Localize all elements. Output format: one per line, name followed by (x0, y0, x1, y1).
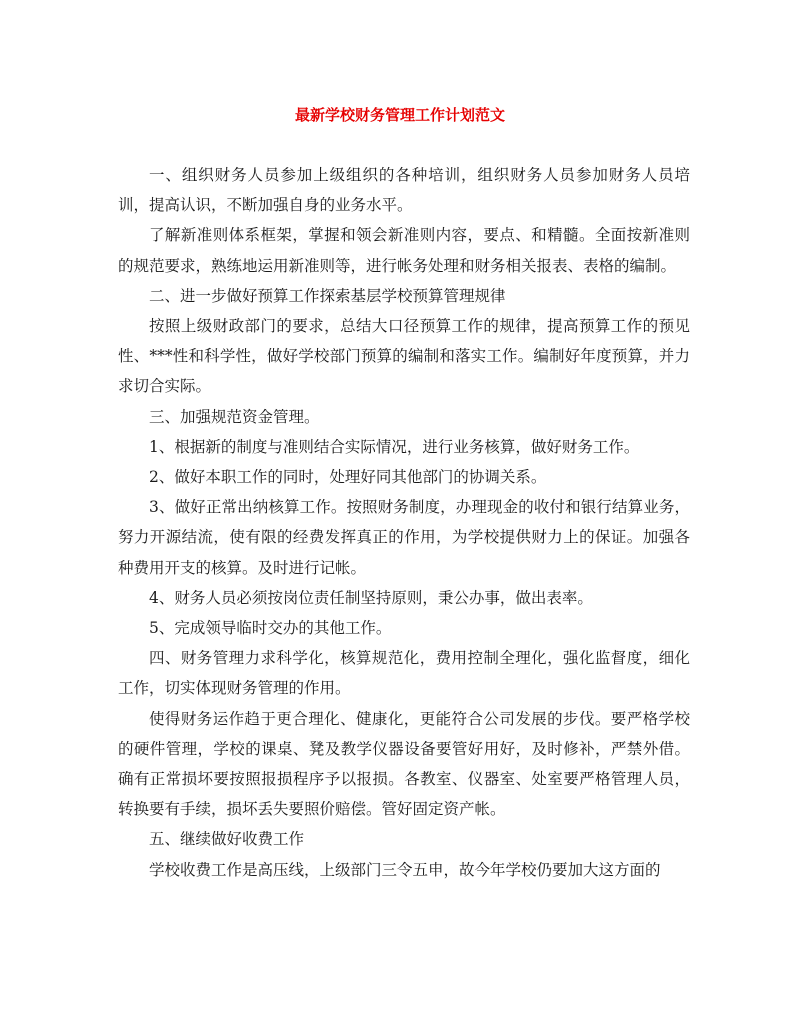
paragraph: 五、继续做好收费工作 (149, 830, 305, 849)
paragraph: 二、进一步做好预算工作探索基层学校预算管理规律 (149, 286, 506, 305)
paragraph: 5、完成领导临时交办的其他工作。 (149, 619, 392, 638)
paragraph: 四、财务管理力求科学化，核算规范化，费用控制全理化，强化监督度，细化工作，切实体现财务管理的作用。 (118, 649, 690, 698)
document-body (118, 160, 690, 885)
paragraph: 3、做好正常出纳核算工作。按照财务制度，办理现金的收付和银行结算业务，努力开源结流，使有限的经费发挥真正的作用，为学校提供财力上的保证。加强各种费用开支的核算。及时进行记帐。 (118, 498, 690, 577)
paragraph: 三、加强规范资金管理。 (149, 407, 320, 426)
paragraph: 按照上级财政部门的要求，总结大口径预算工作的规律，提高预算工作的预见性、***性和科学性，做好学校部门预算的编制和落实工作。编制好年度预算，并力求切合实际。 (118, 317, 690, 396)
paragraph: 2、做好本职工作的同时，处理好同其他部门的协调关系。 (149, 468, 547, 487)
paragraph: 了解新准则体系框架，掌握和领会新准则内容，要点、和精髓。全面按新准则的规范要求，熟练地运用新准则等，进行帐务处理和财务相关报表、表格的编制。 (118, 226, 690, 275)
paragraph: 一、组织财务人员参加上级组织的各种培训，组织财务人员参加财务人员培训，提高认识，不断加强自身的业务水平。 (118, 166, 690, 215)
paragraph: 使得财务运作趋于更合理化、健康化，更能符合公司发展的步伐。要严格学校的硬件管理，学校的课桌、凳及教学仪器设备要管好用好，及时修补，严禁外借。确有正常损坏要按照报损程序予以报损。各教室、仪器室、处室要严格管理人员，转换要有手续，损坏丢失要照价赔偿。管好固定资产帐。 (118, 709, 690, 819)
paragraph: 1、根据新的制度与准则结合实际情况，进行业务核算，做好财务工作。 (149, 437, 640, 456)
paragraph: 4、财务人员必须按岗位责任制坚持原则，秉公办事，做出表率。 (149, 588, 593, 607)
paragraph: 学校收费工作是高压线，上级部门三令五申，故今年学校仍要加大这方面的 (149, 860, 661, 879)
document-title: 最新学校财务管理工作计划范文 (294, 106, 505, 124)
